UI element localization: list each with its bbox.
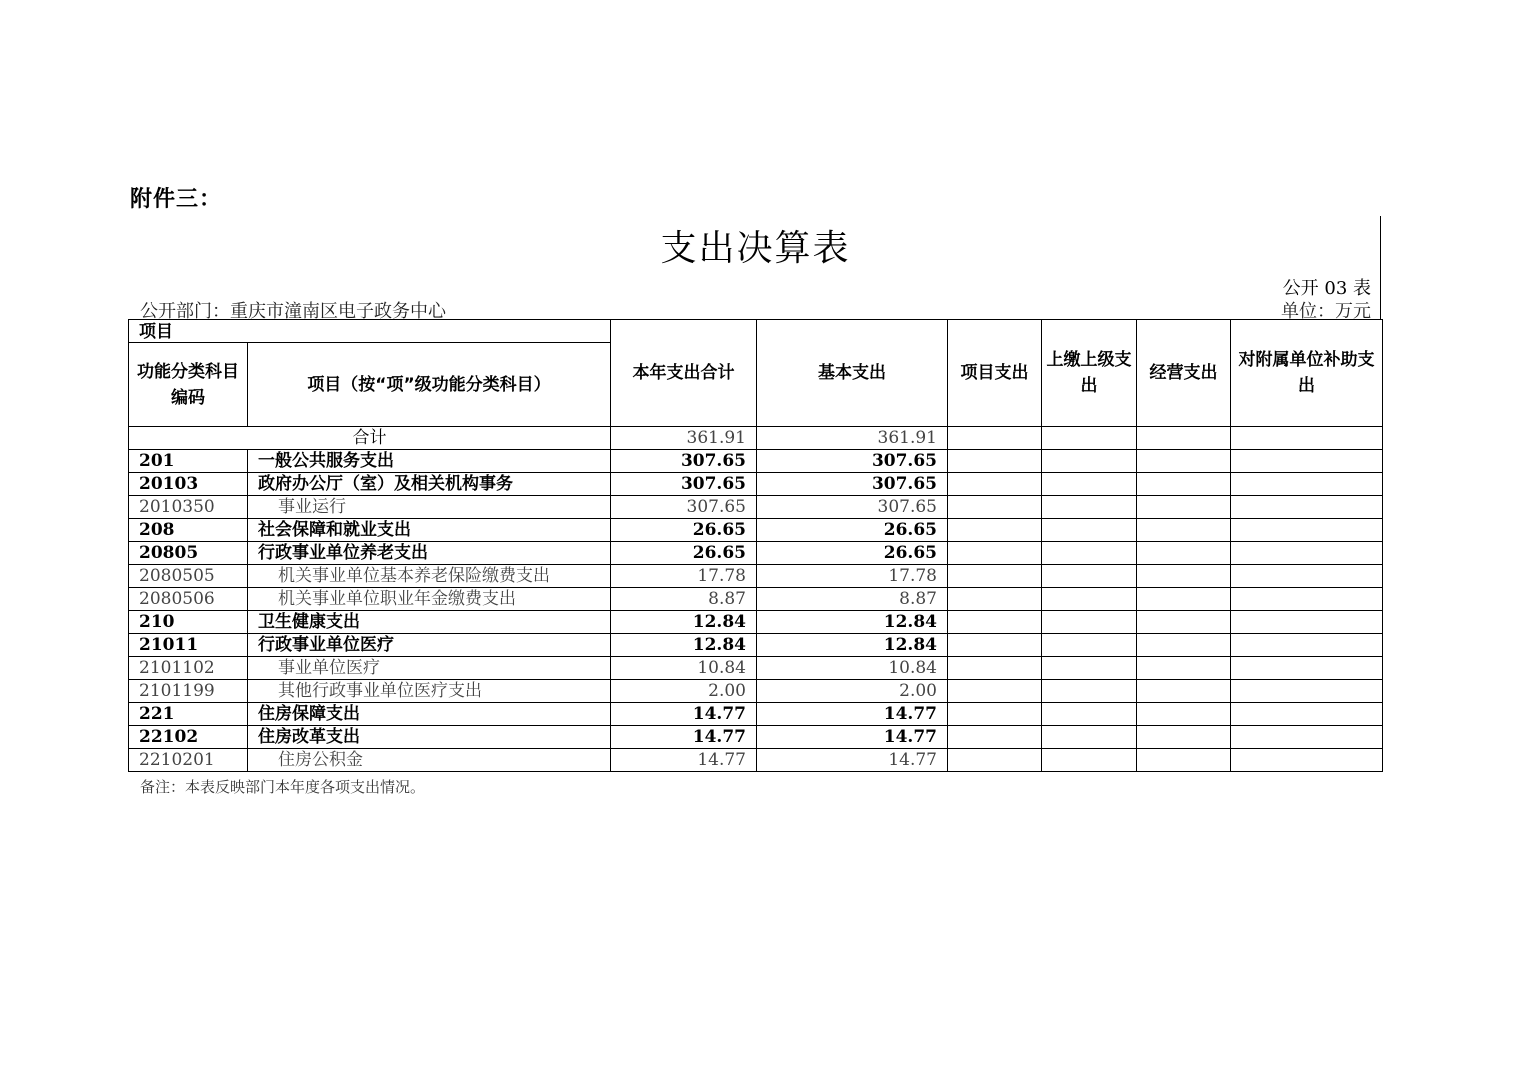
cell-code: 201 (129, 450, 248, 473)
cell-operating (1137, 519, 1231, 542)
cell-basic: 17.78 (757, 565, 948, 588)
table-row (129, 450, 1383, 473)
table-row (129, 565, 1383, 588)
cell-total: 14.77 (611, 726, 757, 749)
header-code: 功能分类科目编码 (129, 343, 248, 427)
cell-project (948, 565, 1042, 588)
cell-basic: 10.84 (757, 657, 948, 680)
table-row (129, 680, 1383, 703)
cell-operating (1137, 565, 1231, 588)
cell-total: 12.84 (611, 611, 757, 634)
cell-basic: 12.84 (757, 634, 948, 657)
cell-code: 2210201 (129, 749, 248, 772)
cell-code: 221 (129, 703, 248, 726)
cell-upper (1042, 565, 1137, 588)
cell-total: 26.65 (611, 542, 757, 565)
cell-total: 14.77 (611, 703, 757, 726)
header-operating-expense: 经营支出 (1137, 320, 1231, 427)
cell-subsidy (1231, 657, 1383, 680)
cell-name: 事业单位医疗 (248, 657, 611, 680)
cell-basic: 14.77 (757, 749, 948, 772)
cell-name: 其他行政事业单位医疗支出 (248, 680, 611, 703)
cell-operating (1137, 726, 1231, 749)
expenditure-table (128, 319, 1383, 772)
cell-code: 2010350 (129, 496, 248, 519)
cell-operating (1137, 588, 1231, 611)
cell-operating (1137, 542, 1231, 565)
cell-upper (1042, 427, 1137, 450)
cell-project (948, 450, 1042, 473)
cell-upper (1042, 749, 1137, 772)
cell-subsidy (1231, 749, 1383, 772)
cell-basic: 307.65 (757, 473, 948, 496)
cell-basic: 307.65 (757, 496, 948, 519)
cell-subsidy (1231, 565, 1383, 588)
cell-basic: 361.91 (757, 427, 948, 450)
cell-upper (1042, 611, 1137, 634)
cell-project (948, 473, 1042, 496)
cell-name: 行政事业单位养老支出 (248, 542, 611, 565)
cell-subsidy (1231, 496, 1383, 519)
cell-total: 12.84 (611, 634, 757, 657)
cell-code: 2080505 (129, 565, 248, 588)
cell-subsidy (1231, 634, 1383, 657)
cell-operating (1137, 496, 1231, 519)
table-row (129, 542, 1383, 565)
cell-total: 2.00 (611, 680, 757, 703)
cell-basic: 26.65 (757, 519, 948, 542)
cell-operating (1137, 473, 1231, 496)
cell-project (948, 749, 1042, 772)
cell-code: 20103 (129, 473, 248, 496)
cell-basic: 14.77 (757, 703, 948, 726)
cell-operating (1137, 657, 1231, 680)
cell-subsidy (1231, 703, 1383, 726)
table-row (129, 496, 1383, 519)
cell-project (948, 680, 1042, 703)
table-row (129, 519, 1383, 542)
cell-total: 10.84 (611, 657, 757, 680)
cell-total: 307.65 (611, 473, 757, 496)
table-row (129, 588, 1383, 611)
cell-subsidy (1231, 611, 1383, 634)
cell-project (948, 611, 1042, 634)
cell-code: 21011 (129, 634, 248, 657)
cell-subsidy (1231, 450, 1383, 473)
cell-upper (1042, 473, 1137, 496)
cell-project (948, 634, 1042, 657)
form-number: 公开 03 表 (1282, 278, 1371, 299)
cell-basic: 12.84 (757, 611, 948, 634)
cell-total: 361.91 (611, 427, 757, 450)
cell-code: 2101102 (129, 657, 248, 680)
cell-project (948, 496, 1042, 519)
cell-project (948, 588, 1042, 611)
table-row (129, 749, 1383, 772)
cell-name: 一般公共服务支出 (248, 450, 611, 473)
cell-upper (1042, 496, 1137, 519)
cell-name: 机关事业单位基本养老保险缴费支出 (248, 565, 611, 588)
cell-code: 22102 (129, 726, 248, 749)
cell-project (948, 519, 1042, 542)
cell-upper (1042, 634, 1137, 657)
cell-name: 卫生健康支出 (248, 611, 611, 634)
cell-basic: 2.00 (757, 680, 948, 703)
header-project-group: 项目 (129, 320, 611, 343)
cell-name: 合计 (129, 427, 611, 450)
header-name: 项目（按“项”级功能分类科目） (248, 343, 611, 427)
cell-upper (1042, 519, 1137, 542)
cell-total: 14.77 (611, 749, 757, 772)
footnote: 备注：本表反映部门本年度各项支出情况。 (140, 778, 426, 796)
cell-code: 208 (129, 519, 248, 542)
cell-upper (1042, 588, 1137, 611)
cell-total: 307.65 (611, 496, 757, 519)
cell-name: 行政事业单位医疗 (248, 634, 611, 657)
cell-operating (1137, 634, 1231, 657)
cell-basic: 26.65 (757, 542, 948, 565)
cell-code: 2080506 (129, 588, 248, 611)
cell-subsidy (1231, 427, 1383, 450)
cell-operating (1137, 450, 1231, 473)
cell-name: 社会保障和就业支出 (248, 519, 611, 542)
cell-subsidy (1231, 542, 1383, 565)
cell-name: 机关事业单位职业年金缴费支出 (248, 588, 611, 611)
header-project-expense: 项目支出 (948, 320, 1042, 427)
cell-total: 26.65 (611, 519, 757, 542)
cell-total: 307.65 (611, 450, 757, 473)
header-upper-expense: 上缴上级支出 (1042, 320, 1137, 427)
cell-name: 住房改革支出 (248, 726, 611, 749)
cell-operating (1137, 703, 1231, 726)
cell-name: 住房保障支出 (248, 703, 611, 726)
cell-subsidy (1231, 588, 1383, 611)
cell-subsidy (1231, 726, 1383, 749)
cell-total: 8.87 (611, 588, 757, 611)
header-subsidy-expense: 对附属单位补助支出 (1231, 320, 1383, 427)
cell-total: 17.78 (611, 565, 757, 588)
cell-code: 2101199 (129, 680, 248, 703)
cell-upper (1042, 680, 1137, 703)
cell-upper (1042, 703, 1137, 726)
cell-upper (1042, 657, 1137, 680)
cell-upper (1042, 726, 1137, 749)
cell-basic: 8.87 (757, 588, 948, 611)
cell-upper (1042, 542, 1137, 565)
cell-basic: 307.65 (757, 450, 948, 473)
cell-operating (1137, 427, 1231, 450)
table-row (129, 611, 1383, 634)
table-row (129, 634, 1383, 657)
cell-project (948, 542, 1042, 565)
department-label: 公开部门：重庆市潼南区电子政务中心 (140, 301, 446, 322)
attachment-label: 附件三： (130, 186, 223, 212)
cell-subsidy (1231, 473, 1383, 496)
cell-basic: 14.77 (757, 726, 948, 749)
table-row (129, 726, 1383, 749)
cell-project (948, 726, 1042, 749)
cell-operating (1137, 749, 1231, 772)
header-basic: 基本支出 (757, 320, 948, 427)
page-title: 支出决算表 (660, 228, 851, 269)
cell-name: 住房公积金 (248, 749, 611, 772)
unit-label: 单位：万元 (1281, 301, 1371, 322)
table-row (129, 473, 1383, 496)
cell-subsidy (1231, 519, 1383, 542)
cell-code: 20805 (129, 542, 248, 565)
header-total: 本年支出合计 (611, 320, 757, 427)
cell-operating (1137, 680, 1231, 703)
cell-name: 政府办公厅（室）及相关机构事务 (248, 473, 611, 496)
cell-name: 事业运行 (248, 496, 611, 519)
cell-project (948, 703, 1042, 726)
table-row (129, 657, 1383, 680)
table-row (129, 703, 1383, 726)
cell-upper (1042, 450, 1137, 473)
total-row (129, 427, 1383, 450)
cell-project (948, 427, 1042, 450)
cell-subsidy (1231, 680, 1383, 703)
cell-code: 210 (129, 611, 248, 634)
cell-project (948, 657, 1042, 680)
cell-operating (1137, 611, 1231, 634)
